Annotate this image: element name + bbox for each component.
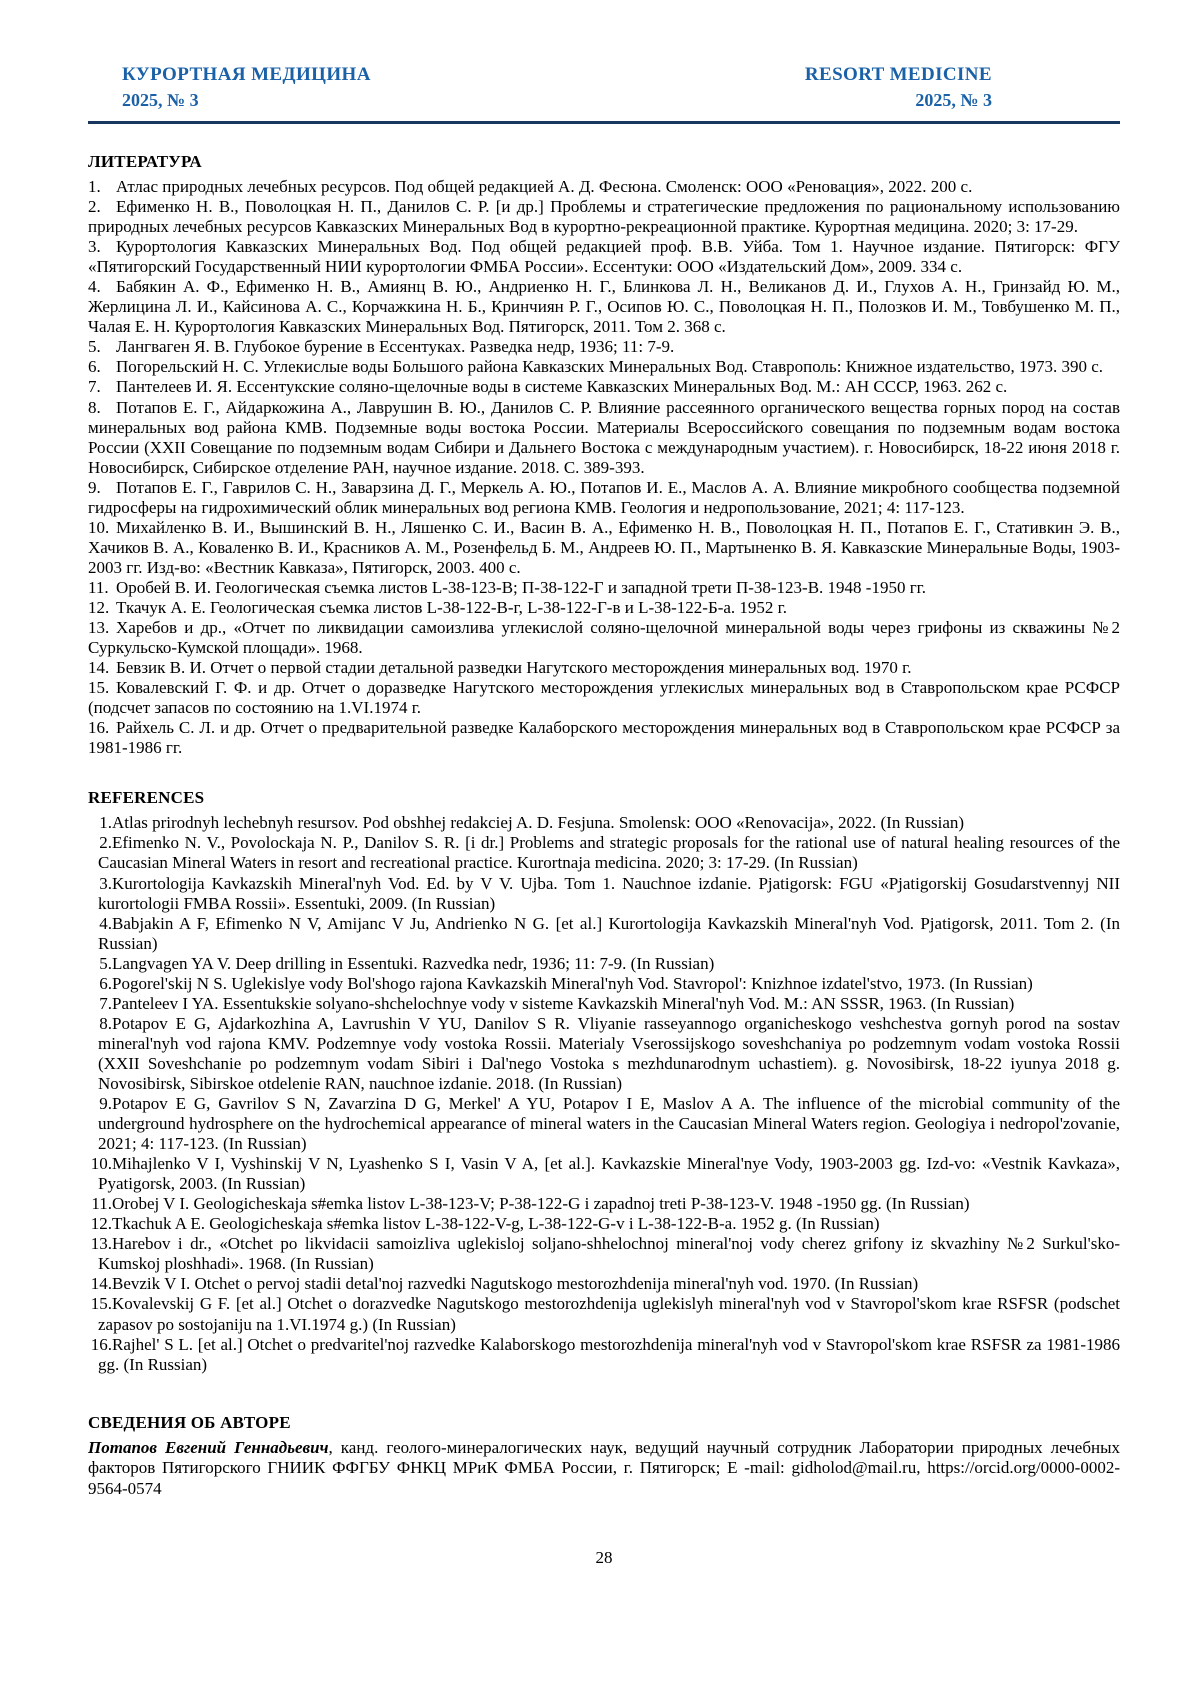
literature-item xyxy=(88,518,1120,578)
literature-item xyxy=(88,578,1120,598)
reference-item-number: 11. xyxy=(91,1194,112,1214)
reference-item-number: 16. xyxy=(90,1334,112,1354)
reference-item xyxy=(88,1014,1120,1094)
page-footer xyxy=(88,1548,1120,1568)
journal-issue-ru: 2025, № 3 xyxy=(122,90,199,110)
reference-item-number: 1. xyxy=(99,813,112,833)
literature-item-number: 4. xyxy=(88,277,101,297)
literature-item xyxy=(88,478,1120,518)
author-info-heading: СВЕДЕНИЯ ОБ АВТОРЕ xyxy=(88,1412,291,1432)
references-heading: REFERENCES xyxy=(88,788,205,808)
reference-item-number: 14. xyxy=(90,1274,112,1294)
literature-item xyxy=(88,658,1120,678)
literature-item-number: 13. xyxy=(88,618,110,638)
literature-item-number: 8. xyxy=(88,397,101,417)
reference-item-text: Mihajlenko V I, Vyshinskij V N, Lyashenko S I, Vasin V A, [et al.]. Kavkazskie Mineral'nye Vody, 1903-2003 gg. Izd-vo: «Vestnik Kavkaza», Pyatigorsk, 2003. (In Russian) xyxy=(98,1154,1120,1194)
reference-item-number: 2. xyxy=(99,833,112,853)
literature-item-text: Потапов Е. Г., Айдаркожина А., Лаврушин В. Ю., Данилов С. Р. Влияние рассеянного органического вещества горных пород на состав минеральных вод района КМВ. Подземные воды востока России. Материалы Всероссийского совещания по подземным водам востока России (XXII Совещание по подземным водам Сибири и Дальнего Востока с международным участием). г. Новосибирск, 18-22 июня 2018 г. Новосибирск, Сибирское отделение РАН, научное издание. 2018. С. 389-393. xyxy=(88,397,1120,477)
reference-item-number: 4. xyxy=(99,913,112,933)
reference-item-text: Panteleev I YA. Essentukskie solyano-shchelochnye vody v sisteme Kavkazskih Mineral'nyh Vod. M.: AN SSSR, 1963. (In Russian) xyxy=(112,993,1015,1013)
literature-item-text: Райхель С. Л. и др. Отчет о предварительной разведке Калаборского месторождения минеральных вод в Ставропольском крае РСФСР за 1981-1986 гг. xyxy=(88,718,1120,758)
literature-item xyxy=(88,618,1120,658)
reference-item-number: 6. xyxy=(99,973,112,993)
literature-item xyxy=(88,678,1120,718)
reference-item-number: 12. xyxy=(90,1214,112,1234)
reference-item-text: Pogorel'skij N S. Uglekislye vody Bol'shogo rajona Kavkazskih Mineral'nyh Vod. Stavropol': Knizhnoe izdatel'stvo, 1973. (In Russian) xyxy=(112,973,1033,993)
reference-item-text: Orobej V I. Geologicheskaja s#emka listov L-38-123-V; P-38-122-G i zapadnoj treti P-38-123-V. 1948 -1950 gg. (In Russian) xyxy=(112,1194,970,1214)
header-divider xyxy=(88,121,1120,124)
literature-item-text: Ткачук А. Е. Геологическая съемка листов L-38-122-В-г, L-38-122-Г-в и L-38-122-Б-а. 1952 г. xyxy=(116,597,787,617)
literature-item-number: 5. xyxy=(88,337,101,357)
reference-item xyxy=(88,914,1120,954)
literature-item-number: 9. xyxy=(88,477,101,497)
author-email-separator: , xyxy=(916,1458,921,1478)
literature-item-text: Ковалевский Г. Ф. и др. Отчет о доразведке Нагутского месторождения углекислых минеральных вод в Ставропольском крае РСФСР (подсчет запасов по состоянию на 1.VI.1974 г. xyxy=(88,678,1120,718)
author-email-link[interactable]: gidholod@mail.ru xyxy=(791,1458,917,1478)
literature-item-number: 14. xyxy=(88,658,110,678)
reference-item-text: Efimenko N. V., Povolockaja N. P., Danilov S. R. [i dr.] Problems and strategic proposals for the rational use of natural healing resources of the Caucasian Mineral Waters in resort and recreational practice. Kurortnaja medicina. 2020; 3: 17-29. (In Russian) xyxy=(98,833,1120,873)
reference-item xyxy=(88,1194,1120,1214)
author-name: Потапов Евгений Геннадьевич xyxy=(88,1437,329,1457)
literature-item xyxy=(88,237,1120,277)
literature-item-number: 3. xyxy=(88,237,101,257)
reference-item xyxy=(88,1094,1120,1154)
literature-item xyxy=(88,197,1120,237)
reference-item-number: 3. xyxy=(99,873,112,893)
reference-item-text: Langvagen YA V. Deep drilling in Essentuki. Razvedka nedr, 1936; 11: 7-9. (In Russian) xyxy=(112,953,715,973)
reference-item-number: 5. xyxy=(99,953,112,973)
journal-header-right xyxy=(805,64,992,111)
literature-item xyxy=(88,398,1120,478)
literature-item-number: 15. xyxy=(88,678,110,698)
references-list xyxy=(88,813,1120,1374)
reference-item-number: 8. xyxy=(99,1013,112,1033)
literature-item xyxy=(88,357,1120,377)
literature-list xyxy=(88,177,1120,758)
reference-item-text: Kovalevskij G F. [et al.] Otchet o dorazvedke Nagutskogo mestorozhdenija uglekislyh mineral'nyh vod v Stavropol'skom krae RSFSR (podschet zapasov po sostojaniju na 1.VI.1974 g.) (In Russian) xyxy=(98,1294,1120,1334)
reference-item xyxy=(88,1274,1120,1294)
reference-item-text: Harebov i dr., «Otchet po likvidacii samoizliva uglekisloj soljano-shhelochnoj mineral'noj vody cherez grifony iz skvazhiny №2 Surkul'sko-Kumskoj ploshhadi». 1968. (In Russian) xyxy=(98,1234,1120,1274)
journal-title-ru: КУРОРТНАЯ МЕДИЦИНА xyxy=(122,64,371,85)
literature-item-text: Курортология Кавказских Минеральных Вод. Под общей редакцией проф. В.В. Уйба. Том 1. Научное издание. Пятигорск: ФГУ «Пятигорский Государственный НИИ курортологии ФМБА России». Ессентуки: ООО «Издательский Дом», 2009. 334 с. xyxy=(88,237,1120,277)
literature-item-number: 11. xyxy=(88,577,109,597)
reference-item-text: Bevzik V I. Otchet o pervoj stadii detal'noj razvedki Nagutskogo mestorozhdenija mineral'nyh vod. 1970. (In Russian) xyxy=(112,1274,919,1294)
reference-item-text: Rajhel' S L. [et al.] Otchet o predvaritel'noj razvedke Kalaborskogo mestorozhdenija mineral'nyh vod v Stavropol'skom krae RSFSR za 1981-1986 gg. (In Russian) xyxy=(98,1334,1120,1374)
reference-item xyxy=(88,833,1120,873)
literature-heading: ЛИТЕРАТУРА xyxy=(88,152,202,171)
reference-item-text: Potapov E G, Ajdarkozhina A, Lavrushin V YU, Danilov S R. Vliyanie rasseyannogo organicheskogo veshchestva gornyh porod na sostav mineral'nyh vod rajona KMV. Podzemnye vody vostoka Rossii. Materialy Vserossijskogo soveshchaniya po podzemnym vodam vostoka Rossii (XXII Soveshchanie po podzemnym vodam Sibiri i Dal'nego Vostoka s mezhdunarodnym uchastiem). g. Novosibirsk, 18-22 iyunya 2018 g. Novosibirsk, Sibirskoe otdelenie RAN, nauchnoe izdanie. 2018. (In Russian) xyxy=(98,1013,1120,1093)
journal-issue-en: 2025, № 3 xyxy=(915,90,992,110)
reference-item-number: 7. xyxy=(99,993,112,1013)
literature-item-text: Потапов Е. Г., Гаврилов С. Н., Заварзина Д. Г., Меркель А. Ю., Потапов И. Е., Маслов А. А. Влияние микробного сообщества подземной гидросферы на гидрохимический облик минеральных вод региона КМВ. Геология и недропользование, 2021; 4: 117-123. xyxy=(88,477,1120,517)
reference-item xyxy=(88,954,1120,974)
literature-item-text: Атлас природных лечебных ресурсов. Под общей редакцией А. Д. Фесюна. Смоленск: ООО «Реновация», 2022. 200 с. xyxy=(116,177,973,196)
reference-item-number: 9. xyxy=(99,1094,112,1114)
reference-item xyxy=(88,874,1120,914)
reference-item-text: Tkachuk A E. Geologicheskaja s#emka listov L-38-122-V-g, L-38-122-G-v i L-38-122-B-a. 1952 g. (In Russian) xyxy=(112,1214,880,1234)
literature-item-text: Бевзик В. И. Отчет о первой стадии детальной разведки Нагутского месторождения минеральных вод. 1970 г. xyxy=(116,658,912,678)
author-description: , канд. геолого-минералогических наук, ведущий научный сотрудник Лаборатории природных лечебных факторов Пятигорского ГНИИК ФФГБУ ФНКЦ МРиК ФМБА России, г. Пятигорск; E -mail: xyxy=(88,1437,1120,1478)
reference-item-number: 13. xyxy=(90,1234,112,1254)
reference-item xyxy=(88,994,1120,1014)
reference-item-text: Babjakin A F, Efimenko N V, Amijanc V Ju, Andrienko N G. [et al.] Kurortologija Kavkazskih Mineral'nyh Vod. Pjatigorsk, 2011. Tom 2. (In Russian) xyxy=(98,913,1120,953)
literature-item-number: 7. xyxy=(88,377,101,397)
reference-item-text: Potapov E G, Gavrilov S N, Zavarzina D G, Merkel' A YU, Potapov I E, Maslov A A. The influence of the microbial community of the underground hydrosphere on the hydrochemical appearance of mineral waters in the Caucasian Mineral Waters region. Geologiya i nedropol'zovanie, 2021; 4: 117-123. (In Russian) xyxy=(98,1094,1120,1154)
literature-item-text: Пантелеев И. Я. Ессентукские соляно-щелочные воды в системе Кавказских Минеральных Вод. М.: АН СССР, 1963. 262 с. xyxy=(116,377,1008,397)
literature-item xyxy=(88,377,1120,397)
page-number: 28 xyxy=(595,1547,613,1567)
reference-item xyxy=(88,1294,1120,1334)
reference-item xyxy=(88,1214,1120,1234)
page-header xyxy=(88,64,1120,111)
literature-item-text: Бабякин А. Ф., Ефименко Н. В., Амиянц В. Ю., Андриенко Н. Г., Блинкова Л. Н., Великанов Д. И., Глухов А. Н., Гринзайд Ю. М., Жерлицина Л. И., Кайсинова А. С., Корчажкина Н. Б., Кринчиян Р. Г., Осипов Ю. С., Поволоцкая Н. П., Полозков И. М., Товбушенко М. П., Чалая Е. Н. Курортология Кавказских Минеральных Вод. Пятигорск, 2011. Том 2. 368 с. xyxy=(88,277,1120,337)
reference-item-number: 10. xyxy=(90,1154,112,1174)
literature-item-text: Михайленко В. И., Вышинский В. Н., Ляшенко С. И., Васин В. А., Ефименко Н. В., Поволоцкая Н. П., Потапов Е. Г., Стативкин Э. В., Хачиков В. А., Коваленко В. И., Красников А. М., Розенфельд Б. М., Андреев Ю. П., Мартыненко В. Я. Кавказские Минеральные Воды, 1903-2003 гг. Изд-во: «Вестник Кавказа», Пятигорск, 2003. 400 с. xyxy=(88,517,1120,577)
author-info xyxy=(88,1438,1120,1500)
literature-item-number: 10. xyxy=(88,517,110,537)
author-orcid-link[interactable]: https://orcid.org/0000-0002-9564-0574 xyxy=(88,1458,1120,1499)
reference-item xyxy=(88,974,1120,994)
literature-item-text: Погорельский Н. С. Углекислые воды Большого района Кавказских Минеральных Вод. Ставрополь: Книжное издательство, 1973. 390 с. xyxy=(116,357,1104,377)
literature-item-text: Харебов и др., «Отчет по ликвидации самоизлива углекислой соляно-щелочной минеральной воды через грифоны из скважины №2 Суркульско-Кумской площади». 1968. xyxy=(88,618,1120,658)
literature-item xyxy=(88,337,1120,357)
journal-header-left xyxy=(122,64,371,111)
reference-item xyxy=(88,1154,1120,1194)
reference-item-text: Kurortologija Kavkazskih Mineral'nyh Vod. Ed. by V V. Ujba. Tom 1. Nauchnoe izdanie. Pjatigorsk: FGU «Pjatigorskij Gosudarstvennyj NII kurortologii FMBA Rossii». Essentuki, 2009. (In Russian) xyxy=(98,873,1120,913)
reference-item xyxy=(88,813,1120,833)
literature-item xyxy=(88,177,1120,197)
literature-item-number: 16. xyxy=(88,718,110,738)
page-body xyxy=(88,152,1120,1500)
reference-item-number: 15. xyxy=(90,1294,112,1314)
literature-item xyxy=(88,718,1120,758)
literature-item-number: 1. xyxy=(88,177,101,196)
journal-title-en: RESORT MEDICINE xyxy=(804,64,992,85)
literature-item-number: 2. xyxy=(88,197,101,217)
literature-item-text: Ефименко Н. В., Поволоцкая Н. П., Данилов С. Р. [и др.] Проблемы и стратегические предложения по рациональному использованию природных лечебных ресурсов Кавказских Минеральных Вод в курортно-рекреационной практике. Курортная медицина. 2020; 3: 17-29. xyxy=(88,197,1120,237)
literature-item xyxy=(88,598,1120,618)
literature-item-number: 12. xyxy=(88,597,110,617)
literature-item-number: 6. xyxy=(88,357,101,377)
literature-item xyxy=(88,277,1120,337)
literature-item-text: Лангваген Я. В. Глубокое бурение в Ессентуках. Разведка недр, 1936; 11: 7-9. xyxy=(116,337,675,357)
literature-item-text: Оробей В. И. Геологическая съемка листов L-38-123-В; П-38-122-Г и западной трети П-38-123-В. 1948 -1950 гг. xyxy=(116,577,926,597)
reference-item-text: Atlas prirodnyh lechebnyh resursov. Pod obshhej redakciej A. D. Fesjuna. Smolensk: OOO «Renovacija», 2022. (In Russian) xyxy=(112,813,965,833)
reference-item xyxy=(88,1234,1120,1274)
reference-item xyxy=(88,1335,1120,1375)
